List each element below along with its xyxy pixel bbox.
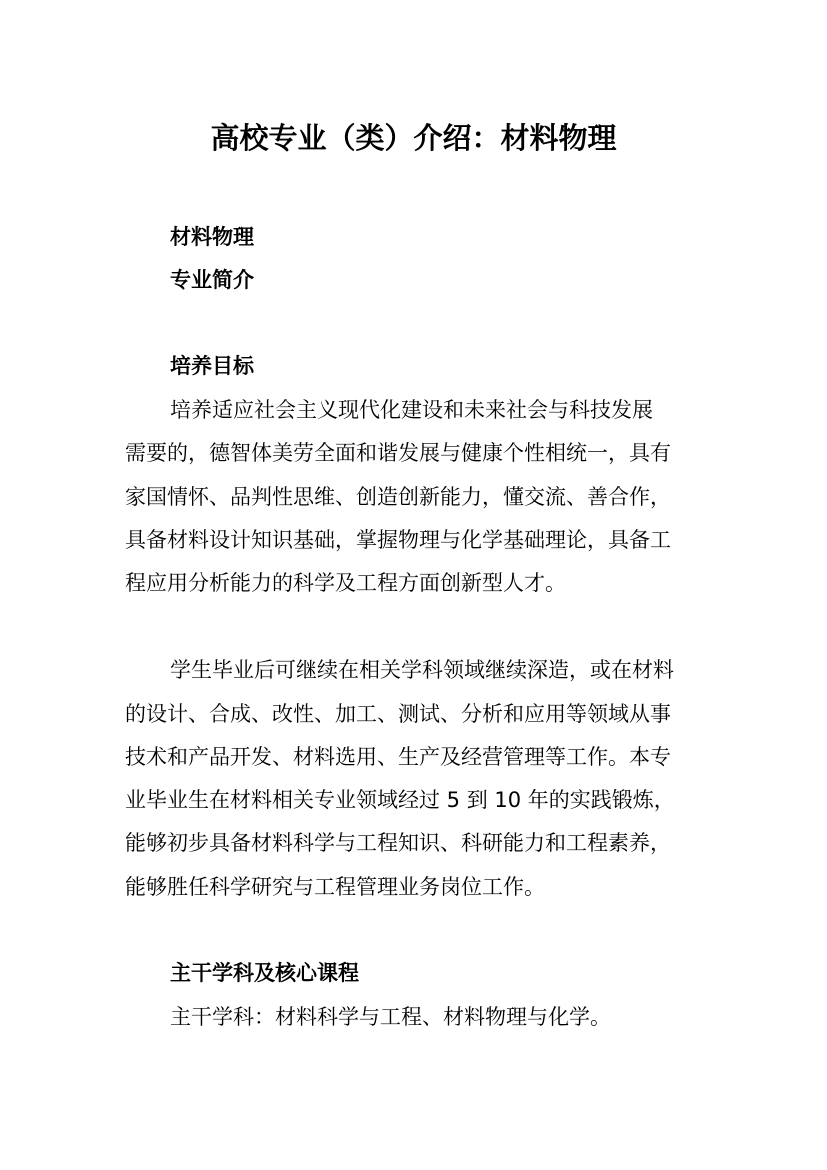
courses-line: 主干学科：材料科学与工程、材料物理与化学。 — [170, 1005, 611, 1029]
career-paragraph-line: 业毕业生在材料相关专业领域经过 5 到 10 年的实践锻炼， — [125, 788, 675, 812]
career-paragraph-line: 学生毕业后可继续在相关学科领域继续深造，或在材料 — [170, 658, 674, 682]
goal-paragraph-line: 培养适应社会主义现代化建设和未来社会与科技发展 — [170, 398, 653, 422]
career-paragraph-line: 能够初步具备材料科学与工程知识、科研能力和工程素养， — [125, 831, 671, 855]
goal-paragraph-line: 家国情怀、品判性思维、创造创新能力，懂交流、善合作， — [125, 485, 671, 509]
document-title: 高校专业（类）介绍：材料物理 — [210, 121, 617, 155]
goal-paragraph-line: 需要的，德智体美劳全面和谐发展与健康个性相统一，具有 — [125, 441, 671, 465]
career-paragraph-line: 的设计、合成、改性、加工、测试、分析和应用等领域从事 — [125, 702, 671, 726]
career-paragraph-line: 能够胜任科学研究与工程管理业务岗位工作。 — [125, 875, 545, 899]
goal-paragraph-line: 具备材料设计知识基础，掌握物理与化学基础理论，具备工 — [125, 528, 671, 552]
heading-goal: 培养目标 — [170, 354, 254, 378]
career-paragraph-line: 技术和产品开发、材料选用、生产及经营管理等工作。本专 — [125, 745, 671, 769]
goal-paragraph-line: 程应用分析能力的科学及工程方面创新型人才。 — [125, 571, 566, 595]
heading-major: 材料物理 — [170, 225, 254, 249]
heading-courses: 主干学科及核心课程 — [170, 961, 359, 985]
heading-intro: 专业简介 — [170, 268, 254, 292]
